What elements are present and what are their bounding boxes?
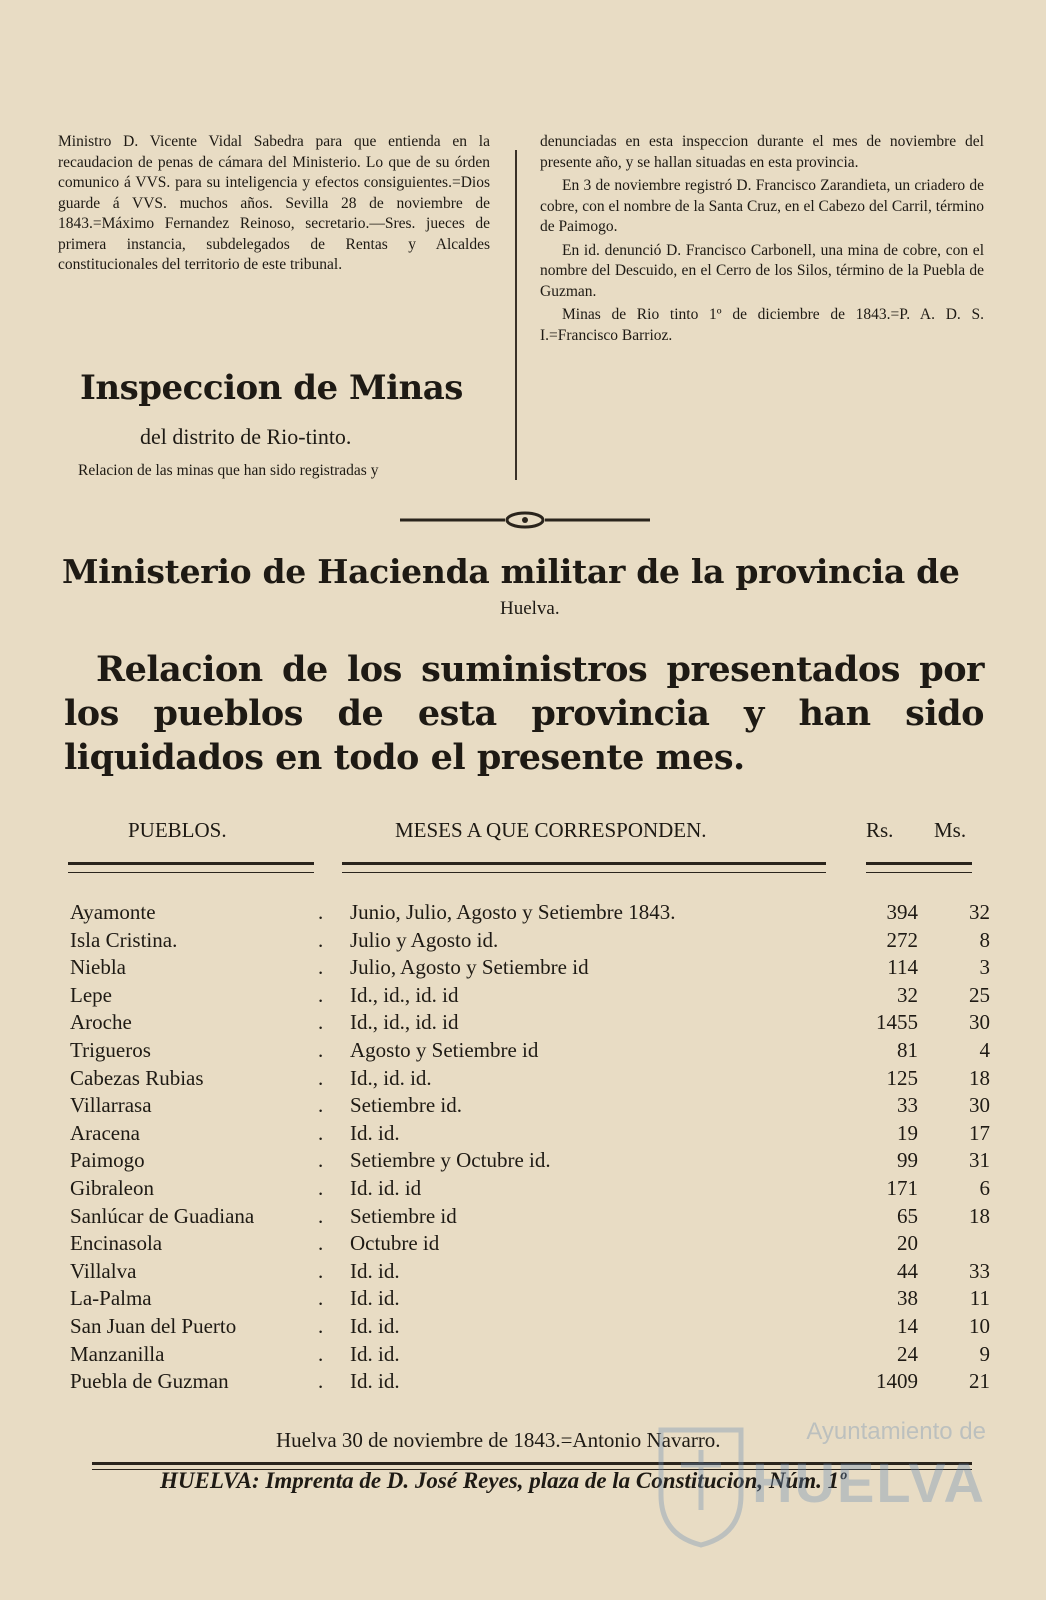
row-maravedis: 32 xyxy=(969,900,990,924)
header-pueblos: PUEBLOS. xyxy=(128,818,227,842)
row-reales: 14 xyxy=(897,1313,918,1338)
row-meses: Id., id. id. xyxy=(350,1065,432,1090)
row-reales: 81 xyxy=(897,1037,918,1062)
leader-dot: . xyxy=(318,1093,324,1118)
row-pueblo: Paimogo xyxy=(70,1148,145,1173)
table-row xyxy=(0,1038,1046,1066)
row-reales: 1455 xyxy=(876,1010,918,1035)
row-meses: Octubre id xyxy=(350,1231,440,1256)
archive-watermark xyxy=(646,1410,986,1560)
row-pueblo: Gibraleon xyxy=(70,1175,154,1200)
row-meses: Setiembre id xyxy=(350,1203,457,1228)
row-meses: Id. id. id xyxy=(350,1175,422,1200)
table-row xyxy=(0,1259,1046,1287)
row-meses: Setiembre id. xyxy=(350,1093,462,1118)
row-reales: 171 xyxy=(886,1175,918,1200)
table-row xyxy=(0,1314,1046,1342)
row-pueblo: Isla Cristina. xyxy=(70,927,178,952)
row-reales: 65 xyxy=(897,1203,918,1228)
footer-date-line: Huelva 30 de noviembre de 1843.=Antonio Navarro. xyxy=(276,1428,721,1452)
row-meses: Id. id. xyxy=(350,1258,400,1283)
printer-imprint: HUELVA: Imprenta de D. José Reyes, plaza de la Constitucion, Núm. 1º xyxy=(160,1468,847,1493)
left-column-paragraph: Ministro D. Vicente Vidal Sabedra para que entienda en la recaudacion de penas de cámara del Ministerio. Lo que de su órden comunico á VVS. para su inteligencia y efectos consiguientes.=Dios guarde á VVS. muchos años. Sevilla 28 de noviembre de 1843.=Máximo Fernandez Reinoso, secretario.—Sres. jueces de primera instancia, subdelegados de Rentas y Alcaldes constitucionales del territorio de este tribunal. xyxy=(58,133,490,273)
leader-dot: . xyxy=(318,1313,324,1338)
leader-dot: . xyxy=(318,1148,324,1173)
table-row xyxy=(0,1369,1046,1397)
row-pueblo: Sanlúcar de Guadiana xyxy=(70,1203,255,1228)
column-divider xyxy=(515,150,517,480)
row-meses: Id. id. xyxy=(350,1341,400,1366)
row-maravedis: 33 xyxy=(969,1258,990,1283)
leader-dot: . xyxy=(318,1341,324,1366)
row-maravedis: 8 xyxy=(979,927,990,952)
table-row xyxy=(0,1176,1046,1204)
row-pueblo: Villalva xyxy=(70,1258,137,1283)
row-maravedis: 30 xyxy=(969,1010,990,1035)
row-reales: 24 xyxy=(897,1341,918,1366)
row-pueblo: Puebla de Guzman xyxy=(70,1369,229,1394)
mines-section-title: Inspeccion de Minas xyxy=(80,368,463,408)
row-meses: Id. id. xyxy=(350,1313,400,1338)
row-meses: Setiembre y Octubre id. xyxy=(350,1148,551,1173)
row-reales: 32 xyxy=(897,982,918,1007)
header-rs: Rs. xyxy=(866,818,894,842)
right-paragraph-1: denunciadas en esta inspeccion durante el mes de noviembre del presente año, y se hallan situadas en esta provincia. xyxy=(540,133,984,171)
row-maravedis: 18 xyxy=(969,1065,990,1090)
row-meses: Id. id. xyxy=(350,1369,400,1394)
row-meses: Julio y Agosto id. xyxy=(350,927,499,952)
row-maravedis: 30 xyxy=(969,1093,990,1118)
row-maravedis: 17 xyxy=(969,1120,990,1145)
row-reales: 1409 xyxy=(876,1369,918,1394)
right-paragraph-4: Minas de Rio tinto 1º de diciembre de 1843.=P. A. D. S. I.=Francisco Barrioz. xyxy=(540,306,984,344)
row-maravedis: 10 xyxy=(969,1313,990,1338)
leader-dot: . xyxy=(318,1286,324,1311)
row-maravedis: 9 xyxy=(979,1341,990,1366)
table-row xyxy=(0,1010,1046,1038)
table-row xyxy=(0,983,1046,1011)
leader-dot: . xyxy=(318,1065,324,1090)
leader-dot: . xyxy=(318,1175,324,1200)
right-paragraph-2: En 3 de noviembre registró D. Francisco Zarandieta, un criadero de cobre, con el nombre de la Santa Cruz, en el Cabezo del Carril, término de Paimogo. xyxy=(540,177,984,235)
row-maravedis: 4 xyxy=(979,1037,990,1062)
mines-section-intro: Relacion de las minas que han sido registradas y xyxy=(78,462,379,479)
row-reales: 114 xyxy=(887,955,918,980)
ministry-title-continuation: Huelva. xyxy=(500,598,560,619)
leader-dot: . xyxy=(318,1037,324,1062)
watermark-line-2: HUELVA xyxy=(752,1451,986,1514)
leader-dot: . xyxy=(318,1010,324,1035)
row-pueblo: Aracena xyxy=(70,1120,140,1145)
row-pueblo: Encinasola xyxy=(70,1231,163,1256)
row-meses: Julio, Agosto y Setiembre id xyxy=(350,955,589,980)
row-pueblo: Lepe xyxy=(70,982,112,1007)
leader-dot: . xyxy=(318,1369,324,1394)
header-rule-pueblos xyxy=(68,862,314,873)
row-pueblo: Manzanilla xyxy=(70,1341,165,1366)
row-maravedis: 21 xyxy=(969,1369,990,1394)
row-maravedis: 11 xyxy=(969,1286,990,1311)
row-pueblo: Ayamonte xyxy=(70,900,156,924)
table-row xyxy=(0,955,1046,983)
mines-section-subtitle: del distrito de Rio-tinto. xyxy=(140,424,352,449)
header-meses: MESES A QUE CORRESPONDEN. xyxy=(395,818,707,842)
row-pueblo: Trigueros xyxy=(70,1037,151,1062)
row-reales: 19 xyxy=(897,1120,918,1145)
row-maravedis: 31 xyxy=(969,1148,990,1173)
leader-dot: . xyxy=(318,1258,324,1283)
row-reales: 99 xyxy=(897,1148,918,1173)
leader-dot: . xyxy=(318,927,324,952)
row-reales: 20 xyxy=(897,1231,918,1256)
report-title: Relacion de los suministros presentados por los pueblos de esta provincia y han sido liquidados en todo el presente mes. xyxy=(64,649,984,778)
table-row xyxy=(0,928,1046,956)
table-row xyxy=(0,1231,1046,1259)
row-pueblo: San Juan del Puerto xyxy=(70,1313,237,1338)
row-reales: 44 xyxy=(897,1258,918,1283)
watermark-line-1: Ayuntamiento de xyxy=(806,1418,986,1445)
row-meses: Id., id., id. id xyxy=(350,982,459,1007)
table-row xyxy=(0,1286,1046,1314)
row-reales: 272 xyxy=(886,927,918,952)
right-column xyxy=(540,132,984,346)
row-maravedis: 18 xyxy=(969,1203,990,1228)
table-row xyxy=(0,1066,1046,1094)
row-pueblo: Aroche xyxy=(70,1010,132,1035)
row-meses: Junio, Julio, Agosto y Setiembre 1843. xyxy=(350,900,676,924)
row-reales: 125 xyxy=(886,1065,918,1090)
coat-of-arms-icon xyxy=(646,1410,756,1550)
row-meses: Id. id. xyxy=(350,1286,400,1311)
table-row xyxy=(0,900,1046,928)
left-column xyxy=(58,132,490,276)
table-row xyxy=(0,1121,1046,1149)
ministry-title: Ministerio de Hacienda militar de la provincia de xyxy=(62,552,960,591)
row-pueblo: Niebla xyxy=(70,955,126,980)
leader-dot: . xyxy=(318,1203,324,1228)
header-rule-meses xyxy=(342,862,826,873)
row-pueblo: La-Palma xyxy=(70,1286,152,1311)
row-pueblo: Villarrasa xyxy=(70,1093,152,1118)
supplies-table xyxy=(0,900,1046,1397)
header-ms: Ms. xyxy=(934,818,967,842)
header-rule-amount xyxy=(866,862,972,873)
row-maravedis: 25 xyxy=(969,982,990,1007)
row-pueblo: Cabezas Rubias xyxy=(70,1065,204,1090)
table-row xyxy=(0,1342,1046,1370)
leader-dot: . xyxy=(318,1231,324,1256)
ornament-divider xyxy=(400,508,650,532)
right-paragraph-3: En id. denunció D. Francisco Carbonell, una mina de cobre, con el nombre del Descuido, en el Cerro de los Silos, término de la Puebla de Guzman. xyxy=(540,241,984,300)
row-reales: 33 xyxy=(897,1093,918,1118)
leader-dot: . xyxy=(318,900,324,924)
table-row xyxy=(0,1204,1046,1232)
leader-dot: . xyxy=(318,1120,324,1145)
row-meses: Id., id., id. id xyxy=(350,1010,459,1035)
row-maravedis: 3 xyxy=(979,955,990,980)
row-reales: 394 xyxy=(886,900,918,924)
table-row xyxy=(0,1148,1046,1176)
row-meses: Id. id. xyxy=(350,1120,400,1145)
row-reales: 38 xyxy=(897,1286,918,1311)
row-meses: Agosto y Setiembre id xyxy=(350,1037,539,1062)
leader-dot: . xyxy=(318,955,324,980)
row-maravedis: 6 xyxy=(979,1175,990,1200)
table-row xyxy=(0,1093,1046,1121)
leader-dot: . xyxy=(318,982,324,1007)
